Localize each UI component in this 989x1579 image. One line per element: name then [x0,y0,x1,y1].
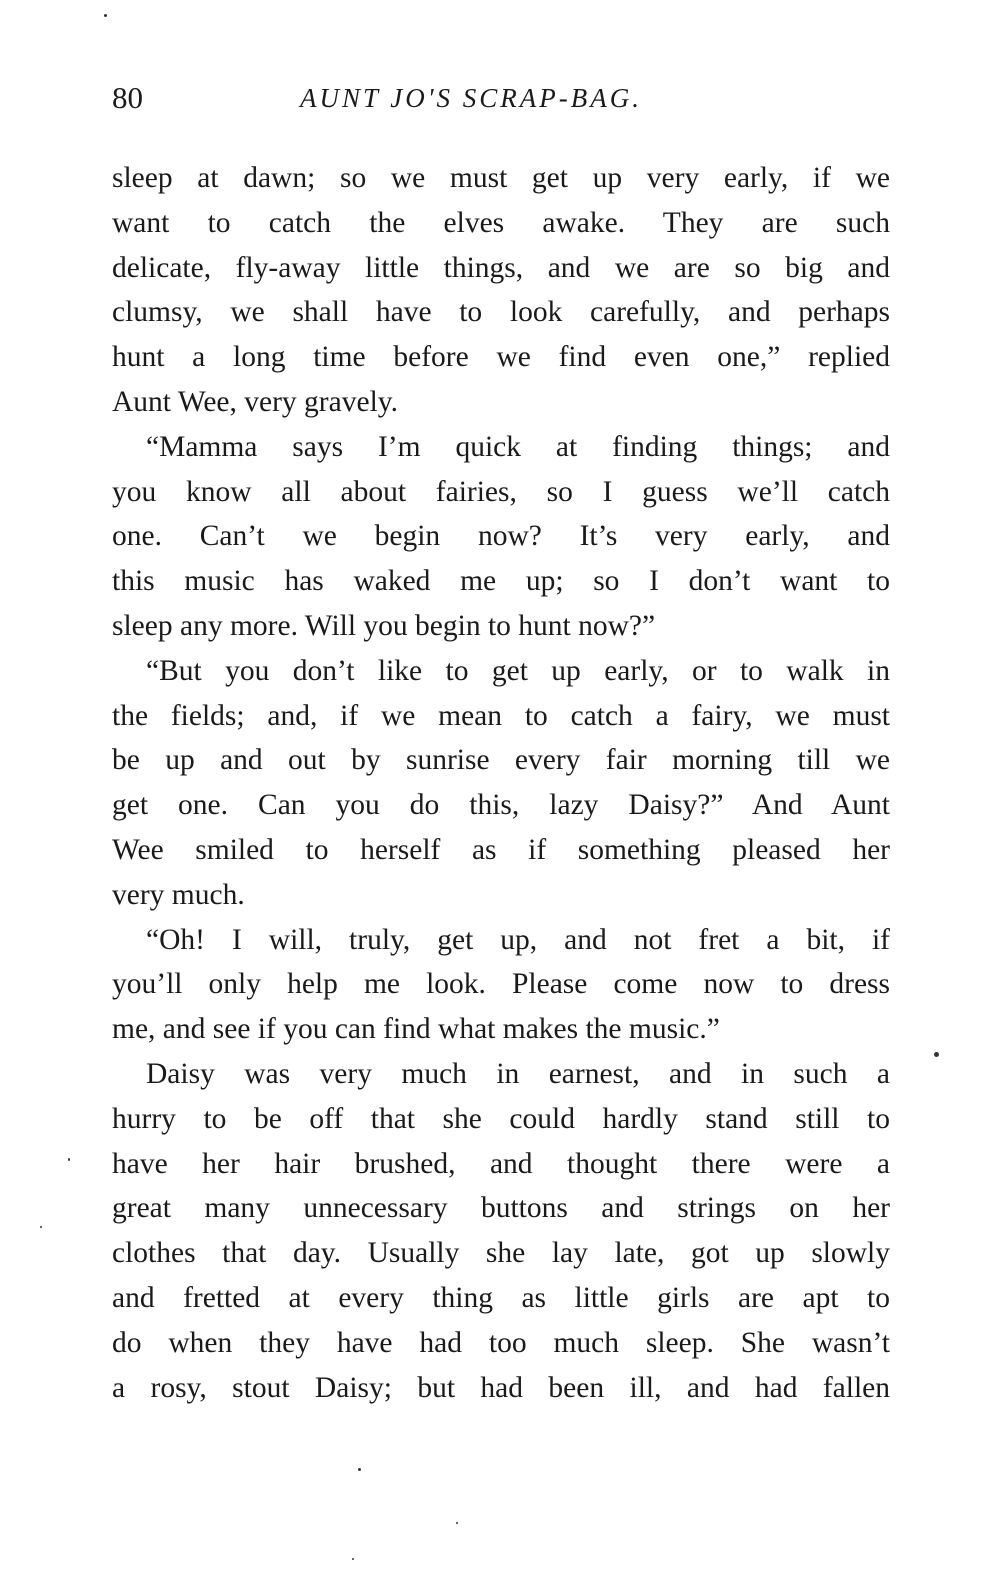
text-line: hunt a long time before we find even one,” replied [112,341,890,374]
scan-speck [456,1522,458,1524]
text-line: “Oh! I will, truly, get up, and not fret a bit, if [146,923,890,956]
scan-speck [934,1052,939,1057]
scan-speck [40,1226,42,1228]
scan-speck [352,1558,354,1560]
text-line: you’ll only help me look. Please come now to dress [112,968,890,1001]
body-text [112,156,890,1410]
text-line: have her hair brushed, and thought there were a [112,1147,890,1180]
text-line: hurry to be off that she could hardly stand still to [112,1102,890,1135]
text-line: one. Can’t we begin now? It’s very early, and [112,520,890,553]
scan-speck [68,1158,70,1161]
text-line: do when they have had too much sleep. She wasn’t [112,1326,890,1359]
running-head [112,78,892,118]
text-line: this music has waked me up; so I don’t want to [112,565,890,598]
scan-speck [104,14,107,17]
page-number: 80 [112,80,143,115]
text-line: delicate, fly-away little things, and we are so big and [112,251,890,284]
text-line: get one. Can you do this, lazy Daisy?” And Aunt [112,789,890,822]
scan-speck [358,1468,361,1471]
text-line: sleep at dawn; so we must get up very early, if we [112,162,890,194]
text-line: “But you don’t like to get up early, or to walk in [146,654,890,687]
text-line: want to catch the elves awake. They are such [112,206,890,239]
book-title: AUNT JO'S SCRAP-BAG. [300,83,642,113]
text-line: sleep any more. Will you begin to hunt now?” [112,609,656,642]
text-line: very much. [112,878,245,911]
text-line: Wee smiled to herself as if something pleased her [112,833,890,866]
text-line: “Mamma says I’m quick at finding things; and [146,430,890,463]
text-line: you know all about fairies, so I guess we’ll catch [112,475,890,508]
text-line: me, and see if you can find what makes the music.” [112,1013,720,1046]
text-line: a rosy, stout Daisy; but had been ill, and had fallen [112,1371,890,1404]
text-line: and fretted at every thing as little girls are apt to [112,1281,890,1314]
text-line: be up and out by sunrise every fair morning till we [112,744,890,777]
text-line: the fields; and, if we mean to catch a fairy, we must [112,699,890,732]
text-line: clumsy, we shall have to look carefully, and perhaps [112,296,890,329]
text-line: Aunt Wee, very gravely. [112,385,398,418]
text-line: clothes that day. Usually she lay late, got up slowly [112,1237,890,1270]
text-line: Daisy was very much in earnest, and in such a [146,1057,890,1090]
text-line: great many unnecessary buttons and strings on her [112,1192,890,1225]
